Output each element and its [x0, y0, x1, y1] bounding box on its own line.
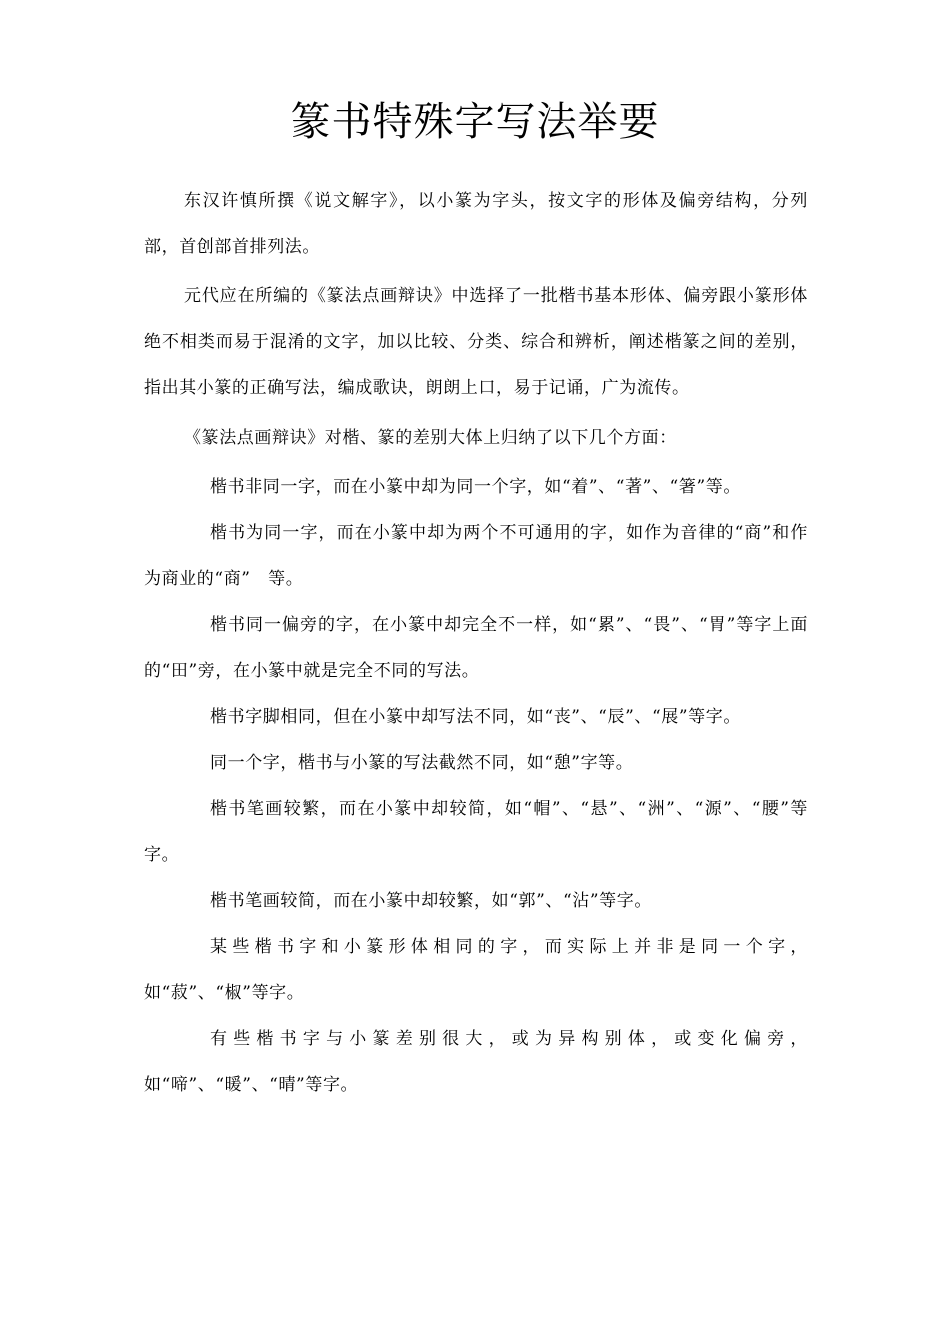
paragraph-9: 楷书笔画较繁，而在小篆中却较简，如“帽”、“悬”、“洲”、“源”、“腰”等字。	[144, 799, 808, 865]
paragraph-12: 有些楷书字与小篆差别很大，或为异构别体，或变化偏旁，如“啼”、“暖”、“晴”等字。	[144, 1029, 808, 1095]
paragraph-11: 某些楷书字和小篆形体相同的字，而实际上并非是同一个字，如“菽”、“椒”等字。	[144, 937, 808, 1003]
paragraph-10: 楷书笔画较简，而在小篆中却较繁，如“郭”、“沾”等字。	[210, 891, 652, 911]
paragraph-2: 元代应在所编的《篆法点画辩诀》中选择了一批楷书基本形体、偏旁跟小篆形体绝不相类而易于混淆的文字，加以比较、分类、综合和辨析，阐述楷篆之间的差别，指出其小篆的正确写法，编成歌诀，朗朗上口，易于记诵，广为流传。	[144, 286, 808, 398]
paragraph-1: 东汉许慎所撰《说文解字》，以小篆为字头，按文字的形体及偏旁结构，分列 部，首创部首排列法。	[144, 191, 844, 257]
paragraph-3: 《篆法点画辩诀》对楷、篆的差别大体上归纳了以下几个方面：	[184, 428, 677, 448]
paragraph-5: 楷书为同一字，而在小篆中却为两个不可通用的字，如作为音律的“商”和作为商业的“商” 等。	[144, 523, 808, 589]
paragraph-8: 同一个字，楷书与小篆的写法截然不同，如“憩”字等。	[210, 753, 634, 773]
paragraph-6: 楷书同一偏旁的字，在小篆中却完全不一样，如“累”、“畏”、“胃”等字上面的“田”旁，在小篆中就是完全不同的写法。	[144, 615, 808, 681]
paragraph-4: 楷书非同一字，而在小篆中却为同一个字，如“着”、“著”、“箸”等。	[210, 477, 741, 497]
document-title: 篆书特殊字写法举要	[290, 99, 660, 145]
paragraph-7: 楷书字脚相同，但在小篆中却写法不同，如“丧”、“辰”、“展”等字。	[210, 707, 741, 727]
document-body	[144, 178, 844, 1108]
